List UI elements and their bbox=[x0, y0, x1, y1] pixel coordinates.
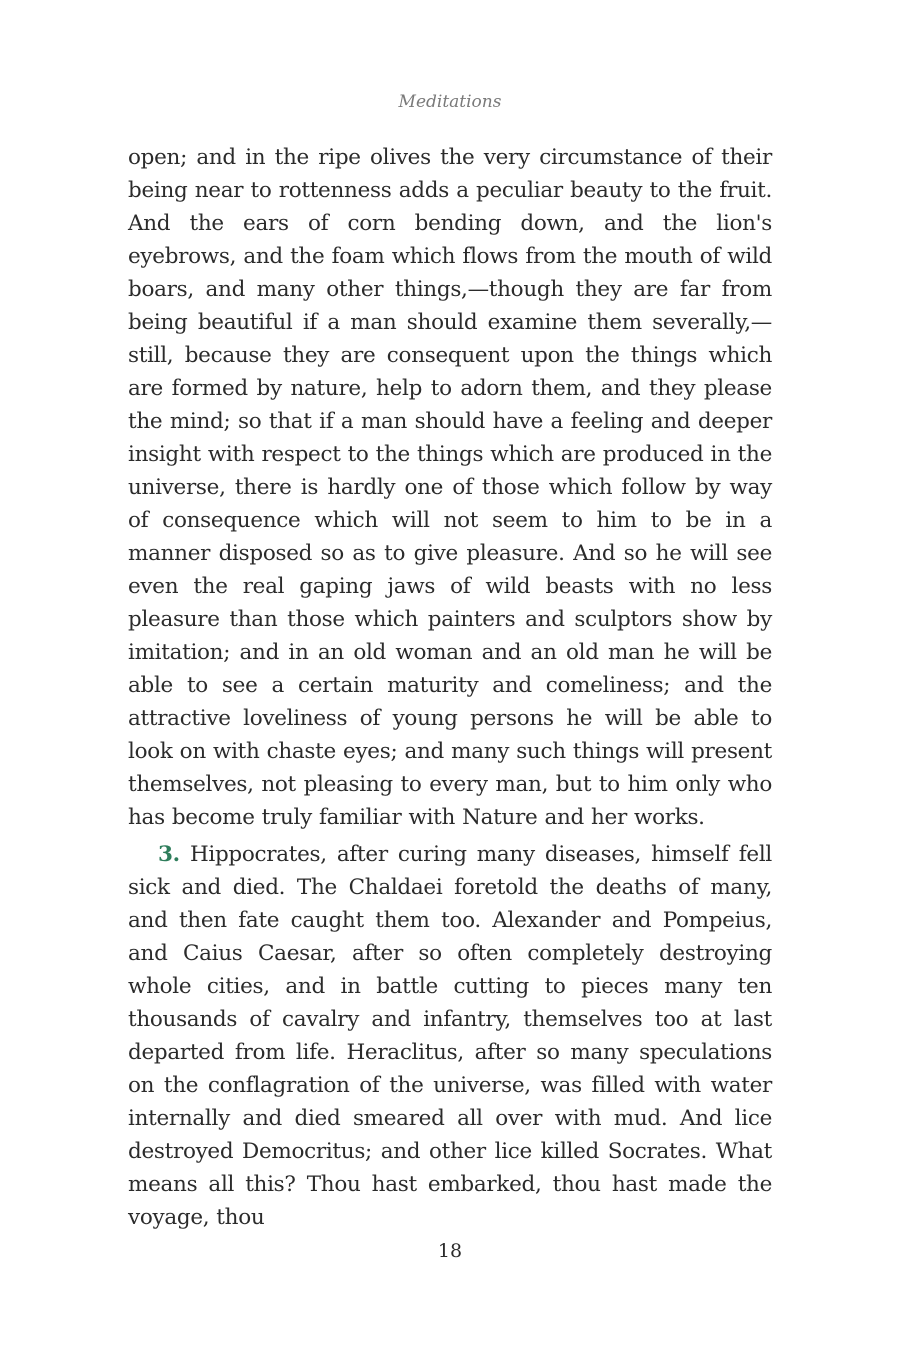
page-body-text bbox=[128, 141, 772, 1234]
section-number: 3. bbox=[158, 842, 180, 867]
paragraph-section-3 bbox=[128, 838, 772, 1234]
running-head-title: Meditations bbox=[398, 92, 502, 112]
paragraph-section-3-text: Hippocrates, after curing many diseases, himself fell sick and died. The Chaldaei foretold the deaths of many, and then fate caught them too. Alexander and Pompeius, and Caius Caesar, after so often completely destroying whole cities, and in battle cutting to pieces many ten thousands of cavalry and infantry, themselves too at last departed from life. Heraclitus, after so many speculations on the conflagration of the universe, was filled with water internally and died smeared all over with mud. And lice destroyed Democritus; and other lice killed Socrates. What means all this? Thou hast embarked, thou hast made the voyage, thou bbox=[128, 842, 772, 1230]
page-number: 18 bbox=[437, 1240, 463, 1262]
paragraph-continued: open; and in the ripe olives the very circumstance of their being near to rottenness adds a peculiar beauty to the fruit. And the ears of corn bending down, and the lion's eyebrows, and the foam which flows from the mouth of wild boars, and many other things,—though they are far from being beautiful if a man should examine them severally,—still, because they are consequent upon the things which are formed by nature, help to adorn them, and they please the mind; so that if a man should have a feeling and deeper insight with respect to the things which are produced in the universe, there is hardly one of those which follow by way of consequence which will not seem to him to be in a manner disposed so as to give pleasure. And so he will see even the real gaping jaws of wild beasts with no less pleasure than those which painters and sculptors show by imitation; and in an old woman and an old man he will be able to see a certain maturity and comeliness; and the attractive loveliness of young persons he will be able to look on with chaste eyes; and many such things will present themselves, not pleasing to every man, but to him only who has become truly familiar with Nature and her works. bbox=[128, 145, 772, 830]
